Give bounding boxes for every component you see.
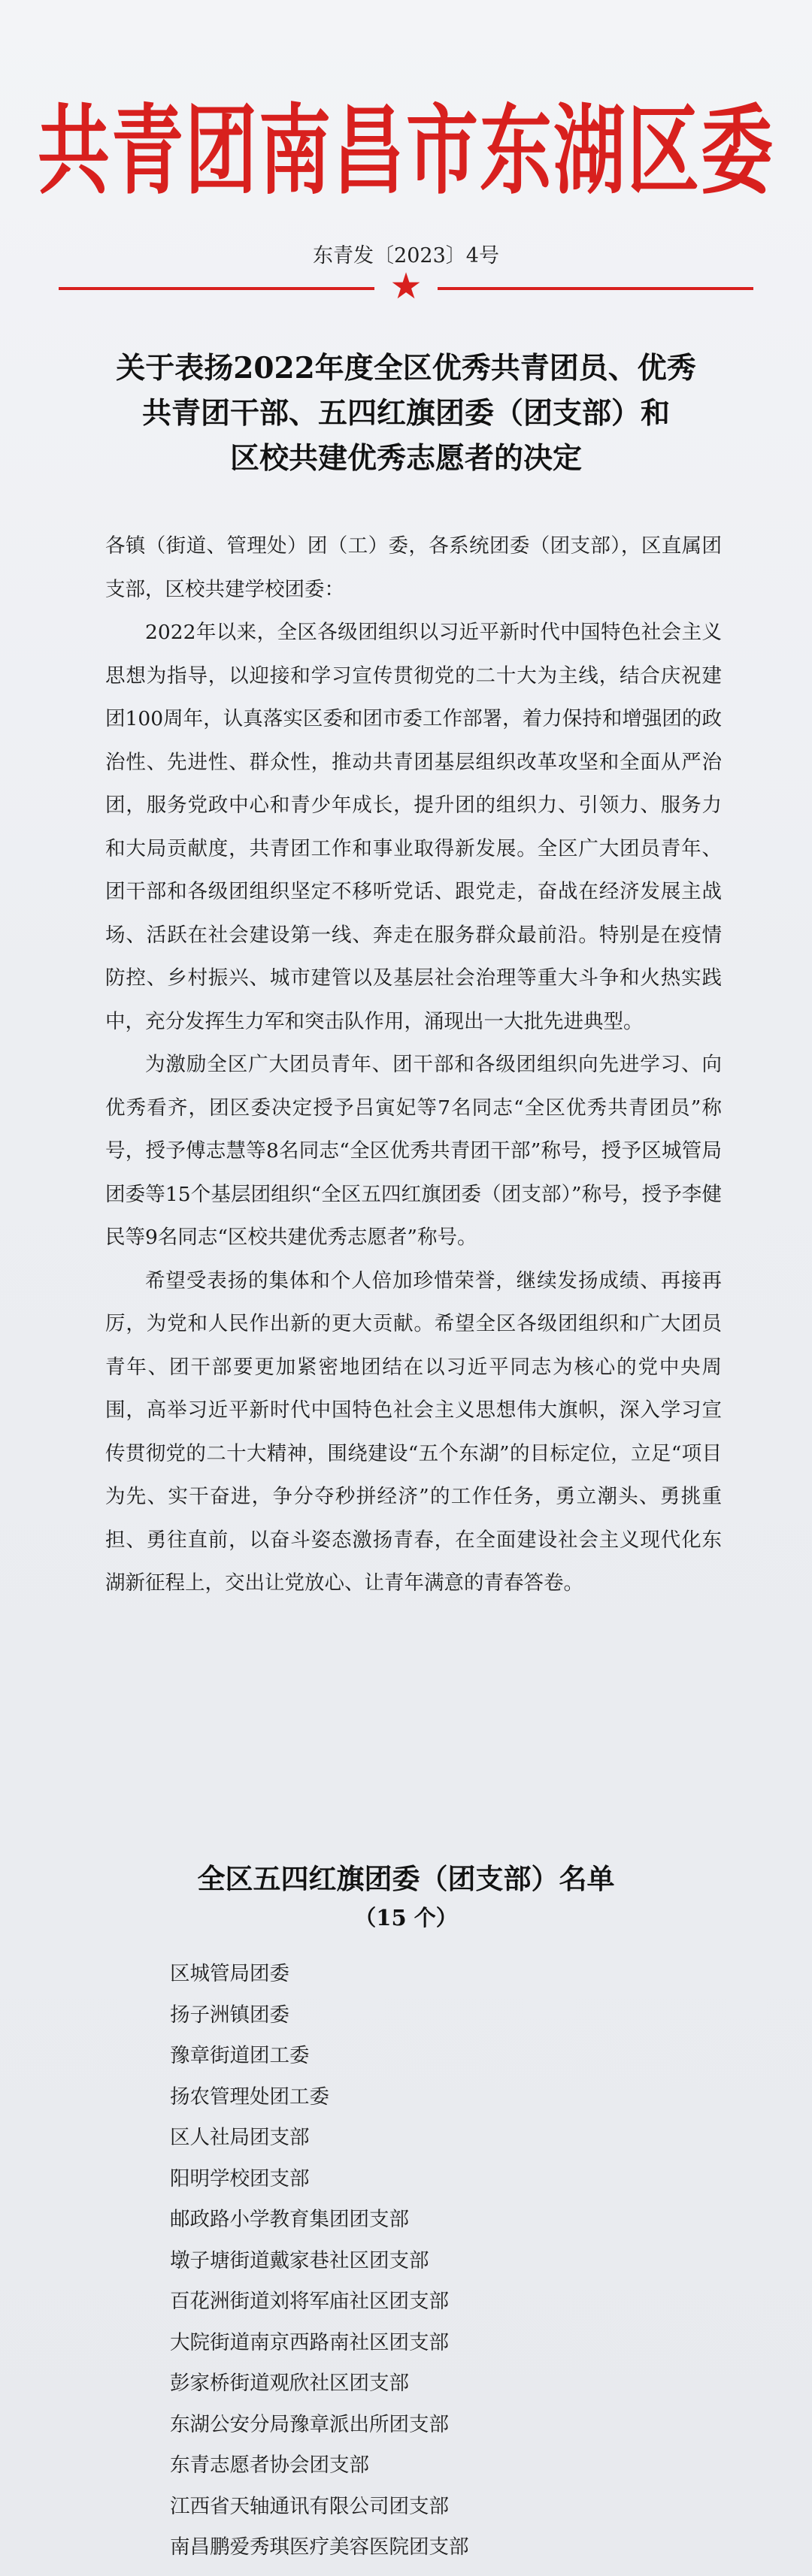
list-item: 扬农管理处团工委 xyxy=(170,2085,329,2109)
title-line-3: 区校共建优秀志愿者的决定 xyxy=(229,441,582,476)
list-item: 南昌鹏爱秀琪医疗美容医院团支部 xyxy=(170,2535,469,2559)
list-item: 江西省天轴通讯有限公司团支部 xyxy=(170,2494,449,2518)
list-item: 东湖公安分局豫章派出所团支部 xyxy=(170,2412,449,2436)
list-item: 扬子洲镇团委 xyxy=(170,2003,289,2027)
honor-list xyxy=(170,1954,741,2568)
list-item: 百花洲街道刘将军庙社区团支部 xyxy=(170,2290,449,2313)
list-item: 区城管局团委 xyxy=(170,1962,289,1985)
list-item: 阳明学校团支部 xyxy=(170,2166,310,2191)
list-item: 东青志愿者协会团支部 xyxy=(170,2454,369,2477)
list-item: 彭家桥街道观欣社区团支部 xyxy=(170,2372,409,2395)
body-paragraph-2: 为激励全区广大团员青年、团干部和各级团组织向先进学习、向优秀看齐，团区委决定授予吕寅妃等7名同志“全区优秀共青团员”称号，授予傅志慧等8名同志“全区优秀共青团干部”称号，授予区城管局团委等15个基层团组织“全区五四红旗团委（团支部）”称号，授予李健民等9名同志“区校共建优秀志愿者”称号。 xyxy=(105,1053,722,1249)
list-item: 墩子塘街道戴家巷社区团支部 xyxy=(170,2248,429,2272)
title-line-2: 共青团干部、五四红旗团委（团支部）和 xyxy=(141,396,670,431)
document-number: 东青发〔2023〕4号 xyxy=(313,244,499,268)
list-item: 邮政路小学教育集团团支部 xyxy=(170,2208,409,2231)
salutation: 各镇（街道、管理处）团（工）委，各系统团委（团支部），区直属团支部，区校共建学校团委： xyxy=(105,534,722,601)
body-paragraph-1: 2022年以来，全区各级团组织以习近平新时代中国特色社会主义思想为指导，以迎接和学习宣传贯彻党的二十大为主线，结合庆祝建团100周年，认真落实区委和团市委工作部署，着力保持和增强团的政治性、先进性、群众性，推动共青团基层组织改革攻坚和全面从严治团，服务党政中心和青少年成长，提升团的组织力、引领力、服务力和大局贡献度，共青团工作和事业取得新发展。全区广大团员青年、团干部和各级团组织坚定不移听党话、跟党走，奋战在经济发展主战场、活跃在社会建设第一线、奔走在服务群众最前沿。特别是在疫情防控、乡村振兴、城市建管以及基层社会治理等重大斗争和火热实践中，充分发挥生力军和突击队作用，涌现出一大批先进典型。 xyxy=(105,621,722,1033)
red-divider-left xyxy=(59,287,374,290)
body-paragraph-3: 希望受表扬的集体和个人倍加珍惜荣誉，继续发扬成绩、再接再厉，为党和人民作出新的更大贡献。希望全区各级团组织和广大团员青年、团干部要更加紧密地团结在以习近平同志为核心的党中央周围，高举习近平新时代中国特色社会主义思想伟大旗帜，深入学习宣传贯彻党的二十大精神，围绕建设“五个东湖”的目标定位，立足“项目为先、实干奋进，争分夺秒拼经济”的工作任务，勇立潮头、勇挑重担、勇往直前，以奋斗姿态激扬青春，在全面建设社会主义现代化东湖新征程上，交出让党放心、让青年满意的青春答卷。 xyxy=(105,1268,722,1595)
red-divider-right xyxy=(438,287,753,290)
masthead-org-name: 共青团南昌市东湖区委 xyxy=(38,94,774,208)
list-item: 区人社局团支部 xyxy=(170,2126,310,2149)
list-item: 豫章街道团工委 xyxy=(170,2044,310,2067)
star-icon: ★ xyxy=(389,265,423,307)
title-line-1: 关于表扬2022年度全区优秀共青团员、优秀 xyxy=(116,351,696,385)
honor-list-title: 全区五四红旗团委（团支部）名单 xyxy=(197,1862,615,1895)
document-title xyxy=(45,346,767,481)
list-item: 大院街道南京西路南社区团支部 xyxy=(170,2330,449,2354)
honor-list-count: （15 个） xyxy=(354,1905,458,1930)
document-body xyxy=(105,525,722,1605)
